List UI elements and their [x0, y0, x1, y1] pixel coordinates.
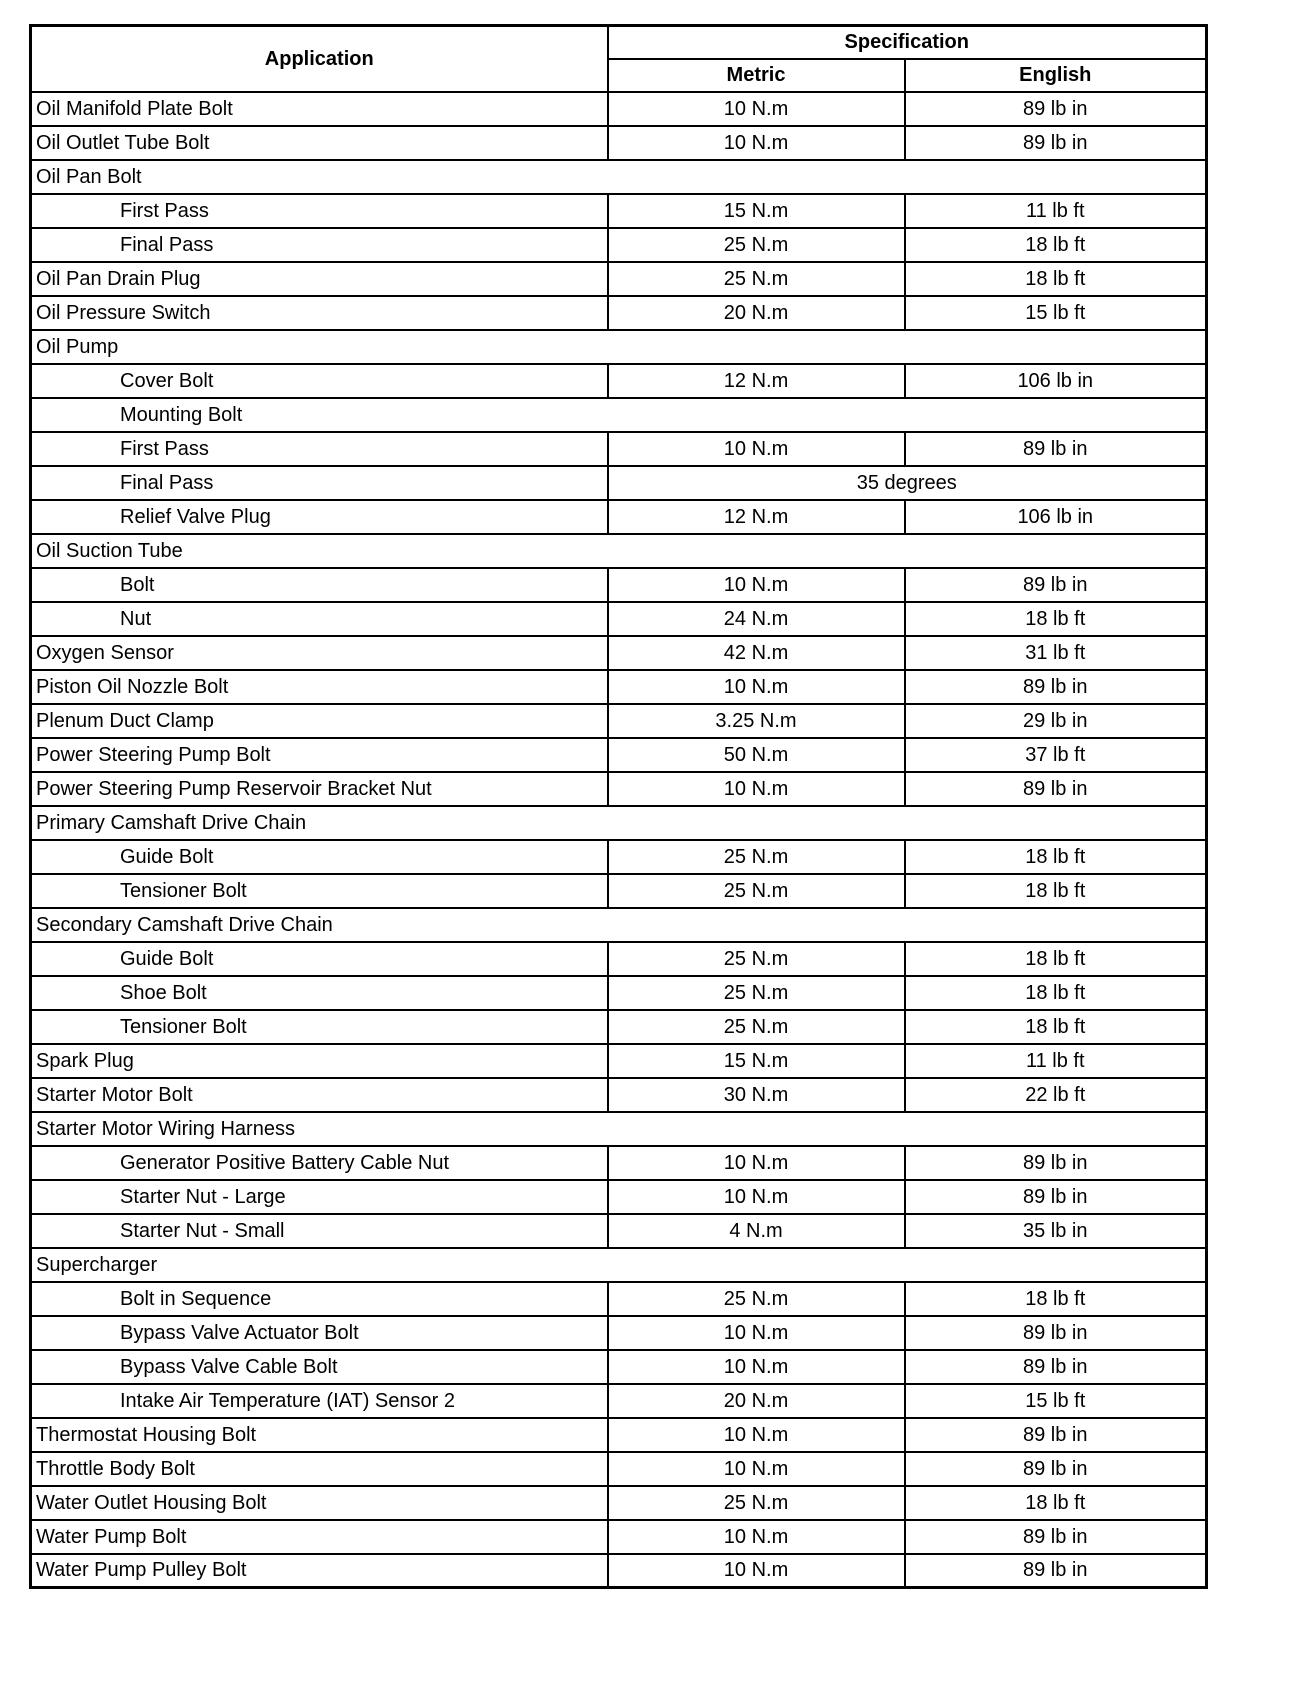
cell-application: Primary Camshaft Drive Chain — [31, 806, 1207, 840]
cell-application: Power Steering Pump Bolt — [31, 738, 608, 772]
table-group-row — [31, 534, 1207, 568]
cell-metric: 50 N.m — [608, 738, 905, 772]
table-row — [31, 1384, 1207, 1418]
table-row — [31, 670, 1207, 704]
cell-application: Secondary Camshaft Drive Chain — [31, 908, 1207, 942]
cell-merged-spec: 35 degrees — [608, 466, 1207, 500]
table-row — [31, 1078, 1207, 1112]
cell-metric: 10 N.m — [608, 568, 905, 602]
cell-english: 89 lb in — [905, 1180, 1207, 1214]
table-group-row — [31, 1112, 1207, 1146]
cell-application: Water Outlet Housing Bolt — [31, 1486, 608, 1520]
table-row — [31, 126, 1207, 160]
cell-application: Oil Pressure Switch — [31, 296, 608, 330]
table-row — [31, 704, 1207, 738]
table-row — [31, 500, 1207, 534]
cell-metric: 20 N.m — [608, 1384, 905, 1418]
cell-english: 89 lb in — [905, 1452, 1207, 1486]
cell-metric: 10 N.m — [608, 772, 905, 806]
cell-metric: 25 N.m — [608, 1486, 905, 1520]
table-row — [31, 772, 1207, 806]
cell-application: Water Pump Pulley Bolt — [31, 1554, 608, 1588]
table-row — [31, 92, 1207, 126]
cell-application: Bypass Valve Actuator Bolt — [31, 1316, 608, 1350]
cell-metric: 25 N.m — [608, 874, 905, 908]
cell-english: 89 lb in — [905, 670, 1207, 704]
table-row — [31, 1044, 1207, 1078]
table-row — [31, 602, 1207, 636]
cell-application: Oxygen Sensor — [31, 636, 608, 670]
cell-metric: 10 N.m — [608, 126, 905, 160]
cell-application: Starter Nut - Large — [31, 1180, 608, 1214]
cell-application: Oil Suction Tube — [31, 534, 1207, 568]
table-row — [31, 568, 1207, 602]
header-metric: Metric — [608, 59, 905, 92]
cell-application: Final Pass — [31, 466, 608, 500]
cell-english: 18 lb ft — [905, 1486, 1207, 1520]
cell-application: Power Steering Pump Reservoir Bracket Nut — [31, 772, 608, 806]
cell-application: Guide Bolt — [31, 942, 608, 976]
cell-application: Plenum Duct Clamp — [31, 704, 608, 738]
cell-english: 15 lb ft — [905, 296, 1207, 330]
cell-metric: 10 N.m — [608, 432, 905, 466]
cell-english: 37 lb ft — [905, 738, 1207, 772]
table-row — [31, 1486, 1207, 1520]
cell-application: Generator Positive Battery Cable Nut — [31, 1146, 608, 1180]
table-group-row — [31, 806, 1207, 840]
cell-metric: 10 N.m — [608, 1554, 905, 1588]
cell-metric: 10 N.m — [608, 1180, 905, 1214]
cell-english: 31 lb ft — [905, 636, 1207, 670]
cell-application: Tensioner Bolt — [31, 1010, 608, 1044]
table-row — [31, 738, 1207, 772]
cell-metric: 25 N.m — [608, 942, 905, 976]
cell-english: 18 lb ft — [905, 228, 1207, 262]
cell-application: Bolt — [31, 568, 608, 602]
table-row — [31, 1350, 1207, 1384]
table-row — [31, 1146, 1207, 1180]
cell-english: 22 lb ft — [905, 1078, 1207, 1112]
cell-metric: 15 N.m — [608, 194, 905, 228]
cell-application: Oil Manifold Plate Bolt — [31, 92, 608, 126]
table-row — [31, 942, 1207, 976]
table-row — [31, 1316, 1207, 1350]
cell-english: 11 lb ft — [905, 1044, 1207, 1078]
cell-metric: 10 N.m — [608, 670, 905, 704]
table-row — [31, 194, 1207, 228]
cell-metric: 10 N.m — [608, 1316, 905, 1350]
cell-application: Oil Outlet Tube Bolt — [31, 126, 608, 160]
cell-application: Supercharger — [31, 1248, 1207, 1282]
cell-application: Tensioner Bolt — [31, 874, 608, 908]
cell-application: Starter Nut - Small — [31, 1214, 608, 1248]
cell-english: 89 lb in — [905, 1520, 1207, 1554]
cell-application: Mounting Bolt — [31, 398, 1207, 432]
table-row — [31, 364, 1207, 398]
cell-application: First Pass — [31, 432, 608, 466]
cell-metric: 25 N.m — [608, 976, 905, 1010]
cell-metric: 25 N.m — [608, 1010, 905, 1044]
cell-metric: 25 N.m — [608, 228, 905, 262]
cell-application: Oil Pan Drain Plug — [31, 262, 608, 296]
table-row — [31, 262, 1207, 296]
cell-english: 18 lb ft — [905, 874, 1207, 908]
table-row — [31, 228, 1207, 262]
cell-application: Intake Air Temperature (IAT) Sensor 2 — [31, 1384, 608, 1418]
table-row — [31, 874, 1207, 908]
table-row — [31, 1554, 1207, 1588]
cell-application: Water Pump Bolt — [31, 1520, 608, 1554]
table-group-row — [31, 1248, 1207, 1282]
cell-english: 89 lb in — [905, 432, 1207, 466]
table-row — [31, 1282, 1207, 1316]
cell-metric: 10 N.m — [608, 1418, 905, 1452]
cell-application: Starter Motor Bolt — [31, 1078, 608, 1112]
cell-application: Oil Pump — [31, 330, 1207, 364]
cell-english: 18 lb ft — [905, 1010, 1207, 1044]
header-application: Application — [31, 26, 608, 92]
header-specification: Specification — [608, 26, 1207, 59]
cell-application: Cover Bolt — [31, 364, 608, 398]
cell-application: First Pass — [31, 194, 608, 228]
cell-application: Nut — [31, 602, 608, 636]
cell-english: 89 lb in — [905, 1146, 1207, 1180]
table-group-row — [31, 398, 1207, 432]
cell-application: Shoe Bolt — [31, 976, 608, 1010]
cell-english: 89 lb in — [905, 772, 1207, 806]
cell-metric: 25 N.m — [608, 262, 905, 296]
cell-english: 106 lb in — [905, 500, 1207, 534]
torque-spec-table — [29, 24, 1208, 1589]
table-row — [31, 636, 1207, 670]
cell-metric: 42 N.m — [608, 636, 905, 670]
table-group-row — [31, 908, 1207, 942]
cell-english: 18 lb ft — [905, 942, 1207, 976]
cell-english: 89 lb in — [905, 1316, 1207, 1350]
table-row — [31, 466, 1207, 500]
header-english: English — [905, 59, 1207, 92]
cell-metric: 24 N.m — [608, 602, 905, 636]
cell-english: 29 lb in — [905, 704, 1207, 738]
cell-english: 89 lb in — [905, 1418, 1207, 1452]
table-row — [31, 976, 1207, 1010]
cell-metric: 15 N.m — [608, 1044, 905, 1078]
cell-english: 35 lb in — [905, 1214, 1207, 1248]
cell-application: Bolt in Sequence — [31, 1282, 608, 1316]
cell-application: Oil Pan Bolt — [31, 160, 1207, 194]
cell-english: 18 lb ft — [905, 1282, 1207, 1316]
cell-application: Bypass Valve Cable Bolt — [31, 1350, 608, 1384]
cell-english: 89 lb in — [905, 1554, 1207, 1588]
table-row — [31, 1418, 1207, 1452]
cell-english: 106 lb in — [905, 364, 1207, 398]
cell-metric: 20 N.m — [608, 296, 905, 330]
cell-metric: 10 N.m — [608, 1146, 905, 1180]
cell-application: Spark Plug — [31, 1044, 608, 1078]
cell-english: 18 lb ft — [905, 602, 1207, 636]
cell-application: Throttle Body Bolt — [31, 1452, 608, 1486]
cell-english: 89 lb in — [905, 1350, 1207, 1384]
cell-application: Thermostat Housing Bolt — [31, 1418, 608, 1452]
cell-metric: 25 N.m — [608, 840, 905, 874]
cell-metric: 3.25 N.m — [608, 704, 905, 738]
table-row — [31, 1180, 1207, 1214]
cell-application: Piston Oil Nozzle Bolt — [31, 670, 608, 704]
table-row — [31, 1214, 1207, 1248]
table-row — [31, 1010, 1207, 1044]
cell-metric: 30 N.m — [608, 1078, 905, 1112]
cell-english: 89 lb in — [905, 568, 1207, 602]
cell-metric: 4 N.m — [608, 1214, 905, 1248]
cell-english: 18 lb ft — [905, 262, 1207, 296]
table-group-row — [31, 160, 1207, 194]
cell-metric: 25 N.m — [608, 1282, 905, 1316]
cell-application: Relief Valve Plug — [31, 500, 608, 534]
cell-english: 18 lb ft — [905, 840, 1207, 874]
cell-metric: 12 N.m — [608, 500, 905, 534]
table-row — [31, 1520, 1207, 1554]
cell-application: Guide Bolt — [31, 840, 608, 874]
table-header — [31, 26, 1207, 92]
cell-english: 15 lb ft — [905, 1384, 1207, 1418]
cell-metric: 10 N.m — [608, 1452, 905, 1486]
table-group-row — [31, 330, 1207, 364]
table-row — [31, 432, 1207, 466]
cell-english: 18 lb ft — [905, 976, 1207, 1010]
table-row — [31, 1452, 1207, 1486]
cell-english: 89 lb in — [905, 92, 1207, 126]
table-row — [31, 296, 1207, 330]
table-row — [31, 840, 1207, 874]
table-body — [31, 92, 1207, 1588]
cell-metric: 12 N.m — [608, 364, 905, 398]
cell-metric: 10 N.m — [608, 1520, 905, 1554]
cell-english: 89 lb in — [905, 126, 1207, 160]
cell-english: 11 lb ft — [905, 194, 1207, 228]
cell-application: Starter Motor Wiring Harness — [31, 1112, 1207, 1146]
cell-application: Final Pass — [31, 228, 608, 262]
cell-metric: 10 N.m — [608, 92, 905, 126]
cell-metric: 10 N.m — [608, 1350, 905, 1384]
